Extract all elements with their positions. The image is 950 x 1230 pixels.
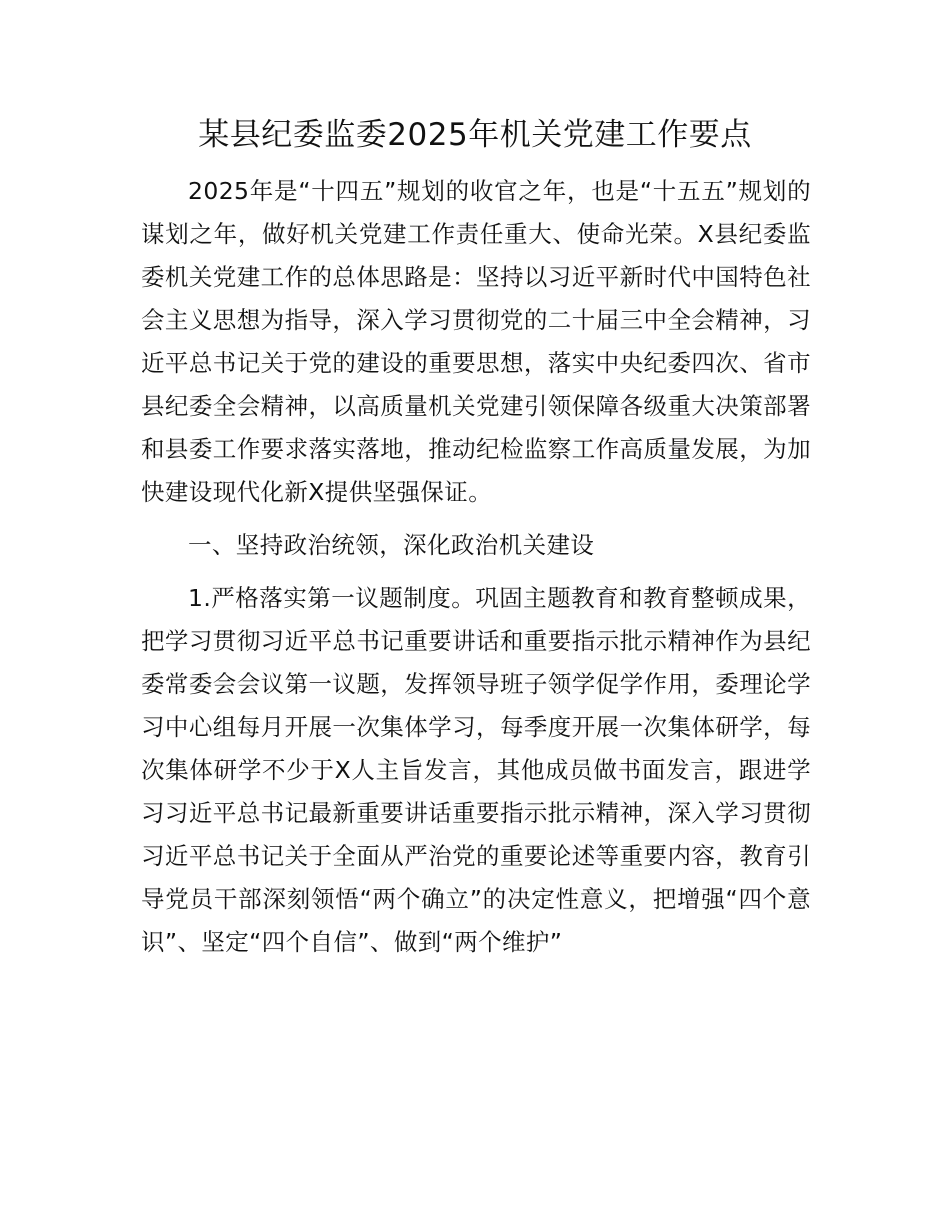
document-title: 某县纪委监委2025年机关党建工作要点: [198, 117, 752, 153]
item-paragraph-1: 1.严格落实第一议题制度。巩固主题教育和教育整顿成果，把学习贯彻习近平总书记重要讲话和重要指示批示精神作为县纪委常委会会议第一议题，发挥领导班子领学促学作用，委理论学习中心组每月开展一次集体学习，每季度开展一次集体研学，每次集体研学不少于X人主旨发言，其他成员做书面发言，跟进学习习近平总书记最新重要讲话重要指示批示精神，深入学习贯彻习近平总书记关于全面从严治党的重要论述等重要内容，教育引导党员干部深刻领悟“两个确立”的决定性意义，把增强“四个意识”、坚定“四个自信”、做到“两个维护”: [141, 584, 811, 956]
intro-paragraph: 2025年是“十四五”规划的收官之年，也是“十五五”规划的谋划之年，做好机关党建工作责任重大、使命光荣。X县纪委监委机关党建工作的总体思路是：坚持以习近平新时代中国特色社会主义思想为指导，深入学习贯彻党的二十届三中全会精神，习近平总书记关于党的建设的重要思想，落实中央纪委四次、省市县纪委全会精神，以高质量机关党建引领保障各级重大决策部署和县委工作要求落实落地，推动纪检监察工作高质量发展，为加快建设现代化新X提供坚强保证。: [141, 177, 811, 506]
document-body: [141, 170, 811, 964]
section-heading: 一、坚持政治统领，深化政治机关建设: [188, 531, 595, 559]
